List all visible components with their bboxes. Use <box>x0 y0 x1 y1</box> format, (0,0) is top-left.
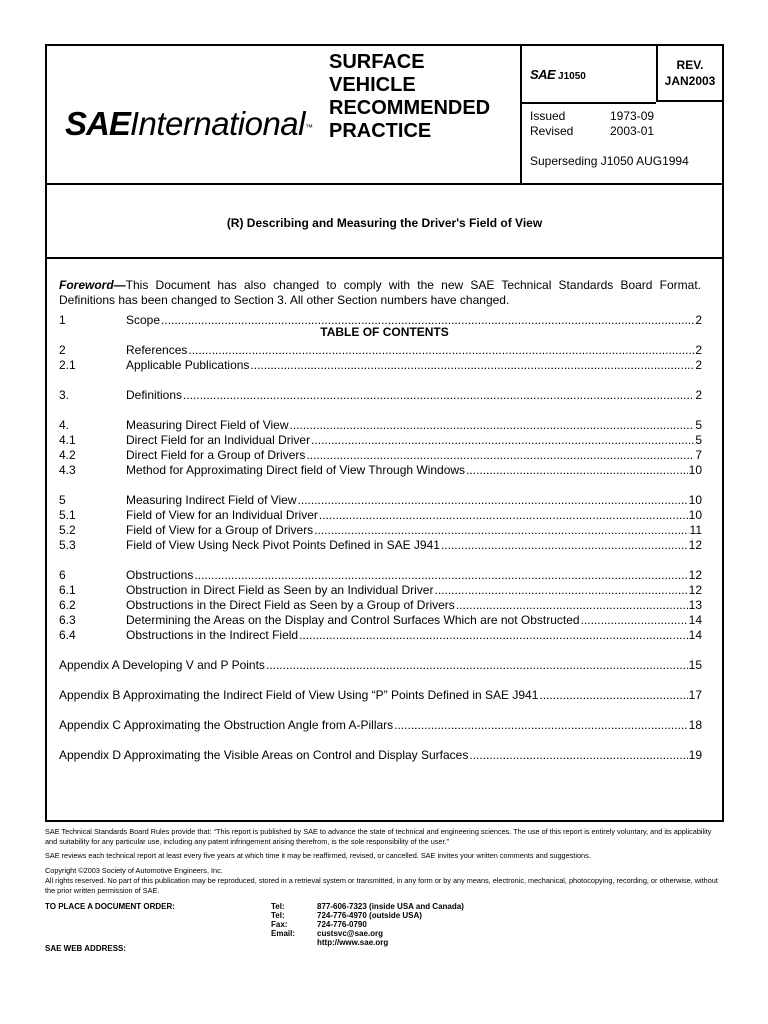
toc-title: Determining the Areas on the Display and Control Surfaces Which are not Obstructed <box>126 613 580 627</box>
toc-number: 2 <box>59 343 66 357</box>
toc-page-number: 11 <box>689 523 702 537</box>
fax-number: 724-776-0790 <box>317 920 367 929</box>
toc-title: Scope <box>126 313 161 327</box>
web-address-label: SAE WEB ADDRESS: <box>45 944 127 953</box>
toc-number: 5 <box>59 493 66 507</box>
toc-page-number: 10 <box>688 508 702 522</box>
toc-number: 4.1 <box>59 433 76 447</box>
email-link[interactable]: custsvc@sae.org <box>317 929 384 938</box>
toc-leader-dots <box>266 658 688 673</box>
toc-number: 6.2 <box>59 598 76 612</box>
toc-leader-dots <box>194 568 687 583</box>
toc-entry[interactable] <box>59 388 702 403</box>
practice-line: SURFACE <box>329 51 425 73</box>
toc-number: 5.3 <box>59 538 76 552</box>
toc-page-number: 17 <box>688 688 702 702</box>
toc-page-number: 2 <box>695 388 702 402</box>
toc-title: Appendix D Approximating the Visible Areas on Control and Display Surfaces <box>59 748 469 762</box>
toc-leader-dots <box>539 688 687 703</box>
toc-page-number: 5 <box>695 433 702 447</box>
toc-title: Method for Approximating Direct field of View Through Windows <box>126 463 466 477</box>
practice-line: RECOMMENDED <box>329 97 491 119</box>
web-link[interactable]: http://www.sae.org <box>317 938 389 947</box>
toc-title: Obstructions in the Indirect Field <box>126 628 299 642</box>
toc-appendix-entry[interactable] <box>59 658 702 673</box>
toc-entry[interactable] <box>59 568 702 583</box>
toc-page-number: 18 <box>688 718 702 732</box>
review-text: SAE reviews each technical report at least every five years at which time it may be reaffirmed, revised, or cancelled. SAE invites your written comments and suggestions. <box>45 851 591 860</box>
toc-number: 3. <box>59 388 70 402</box>
toc-leader-dots <box>306 448 694 463</box>
tsb-rules-text: SAE Technical Standards Board Rules provide that: “This report is published by SAE to advance the state of technical and engineering sciences. The use of this report is entirely voluntary, and its applicability and suitability for any particular use, including any patent infringement arising therefrom, is the sole responsibility of the user.” <box>45 827 712 846</box>
toc-title: Field of View Using Neck Pivot Points Defined in SAE J941 <box>126 538 440 552</box>
toc-title: Measuring Direct Field of View <box>126 418 289 432</box>
toc-leader-dots <box>456 598 688 613</box>
toc-entry[interactable] <box>59 523 702 538</box>
toc-entry[interactable] <box>59 448 702 463</box>
toc-leader-dots <box>434 583 687 598</box>
issued-label: Issued <box>530 109 566 123</box>
toc-leader-dots <box>581 613 688 628</box>
toc-page-number: 19 <box>688 748 702 762</box>
foreword <box>59 278 701 308</box>
toc-appendix-entry[interactable] <box>59 688 702 703</box>
toc-entry[interactable] <box>59 343 702 358</box>
toc-leader-dots <box>311 433 694 448</box>
toc-title: Applicable Publications <box>126 358 250 372</box>
phone-link[interactable]: 724-776-4970 (outside USA) <box>317 911 422 920</box>
toc-entry[interactable] <box>59 313 702 328</box>
header-block <box>47 46 722 185</box>
contact-key: Tel: <box>271 911 285 920</box>
toc-leader-dots <box>314 523 688 538</box>
toc-leader-dots <box>319 508 688 523</box>
toc-page-number: 12 <box>688 568 702 582</box>
toc-leader-dots <box>469 748 687 763</box>
toc-title: Direct Field for an Individual Driver <box>126 433 311 447</box>
toc-leader-dots <box>466 463 688 478</box>
toc-leader-dots <box>299 628 688 643</box>
toc-title: Measuring Indirect Field of View <box>126 493 297 507</box>
toc-page-number: 10 <box>688 493 702 507</box>
rev-date: JAN2003 <box>664 74 716 88</box>
toc-page-number: 12 <box>688 583 702 597</box>
copyright-text: Copyright ©2003 Society of Automotive Engineers, Inc. <box>45 866 223 875</box>
toc-number: 2.1 <box>59 358 76 372</box>
toc-number: 4.3 <box>59 463 76 477</box>
toc-entry[interactable] <box>59 493 702 508</box>
toc-entry[interactable] <box>59 508 702 523</box>
toc-number: 6.4 <box>59 628 76 642</box>
toc-page-number: 14 <box>688 613 702 627</box>
toc-number: 6 <box>59 568 66 582</box>
toc-number: 4. <box>59 418 70 432</box>
toc-leader-dots <box>161 313 694 328</box>
toc-page-number: 2 <box>695 358 702 372</box>
toc-number: 5.1 <box>59 508 76 522</box>
toc-title: Appendix B Approximating the Indirect Field of View Using “P” Points Defined in SAE J941 <box>59 688 539 702</box>
document-title: (R) Describing and Measuring the Driver's Field of View <box>226 216 543 230</box>
doc-number <box>530 67 586 82</box>
toc-number: 1 <box>59 313 66 327</box>
toc-entry[interactable] <box>59 358 702 373</box>
toc-leader-dots <box>290 418 695 433</box>
doc-number-text: J1050 <box>558 71 586 82</box>
toc-leader-dots <box>183 388 694 403</box>
toc-page-number: 12 <box>688 538 702 552</box>
contact-key: Tel: <box>271 902 285 911</box>
issued-value: 1973-09 <box>610 109 655 123</box>
toc-page-number: 14 <box>688 628 702 642</box>
toc-entry[interactable] <box>59 628 702 643</box>
toc-number: 6.1 <box>59 583 76 597</box>
superseding-note: Superseding J1050 AUG1994 <box>530 154 689 168</box>
toc-number: 4.2 <box>59 448 76 462</box>
logo-international-text: International <box>129 105 305 142</box>
toc-leader-dots <box>441 538 688 553</box>
toc-page-number: 15 <box>688 658 702 672</box>
foreword-label: Foreword— <box>59 278 126 292</box>
toc-number: 6.3 <box>59 613 76 627</box>
toc-page-number: 7 <box>695 448 702 462</box>
order-contacts <box>271 902 464 947</box>
practice-type <box>329 51 490 143</box>
foreword-text: This Document has also changed to comply with the new SAE Technical Standards Board Format. Definitions has been changed to Section 3. All other Section numbers have changed. <box>59 278 701 307</box>
toc-leader-dots <box>394 718 687 733</box>
revised-value: 2003-01 <box>610 124 655 138</box>
toc-title: Field of View for an Individual Driver <box>126 508 318 522</box>
rights-text: All rights reserved. No part of this publication may be reproduced, stored in a retrieval system or transmitted, in any form or by any means, electronic, mechanical, photocopying, recording, or otherwise, without the prior written permission of SAE. <box>45 876 718 895</box>
toc-leader-dots <box>250 358 694 373</box>
toc-page-number: 10 <box>688 463 702 477</box>
contact-key <box>271 938 317 947</box>
toc-title: Appendix A Developing V and P Points <box>59 658 265 672</box>
order-label: TO PLACE A DOCUMENT ORDER: <box>45 902 175 911</box>
toc-title: Obstructions in the Direct Field as Seen by a Group of Drivers <box>126 598 455 612</box>
toc-title: Field of View for a Group of Drivers <box>126 523 314 537</box>
doc-sae-logo: SAE <box>530 67 556 82</box>
toc-entry[interactable] <box>59 583 702 598</box>
toc-page-number: 2 <box>695 343 702 357</box>
sae-international-logo <box>65 104 313 144</box>
toc-leader-dots <box>188 343 694 358</box>
toc-entry[interactable] <box>59 433 702 448</box>
contact-key: Fax: <box>271 920 288 929</box>
rev-label: REV. <box>676 58 704 72</box>
contact-key: Email: <box>271 929 296 938</box>
toc-title: References <box>126 343 188 357</box>
revised-label: Revised <box>530 124 574 138</box>
toc-entry[interactable] <box>59 418 702 433</box>
toc-heading: TABLE OF CONTENTS <box>320 325 449 339</box>
toc-number: 5.2 <box>59 523 76 537</box>
toc-title: Obstructions <box>126 568 194 582</box>
toc-page-number: 13 <box>688 598 702 612</box>
issue-dates <box>530 109 654 139</box>
toc-appendix-entry[interactable] <box>59 718 702 733</box>
practice-line: PRACTICE <box>329 120 432 142</box>
toc-appendix-entry[interactable] <box>59 748 702 763</box>
logo-sae-text: SAE <box>65 105 130 142</box>
toc-page-number: 2 <box>695 313 702 327</box>
toc-leader-dots <box>298 493 688 508</box>
doc-number-box <box>522 46 656 104</box>
phone-link[interactable]: 877-606-7323 (inside USA and Canada) <box>317 902 464 911</box>
practice-line: VEHICLE <box>329 74 416 96</box>
toc-entry[interactable] <box>59 463 702 478</box>
toc-entry[interactable] <box>59 613 702 628</box>
title-area <box>47 183 722 259</box>
toc-title: Appendix C Approximating the Obstruction Angle from A-Pillars <box>59 718 394 732</box>
toc-entry[interactable] <box>59 598 702 613</box>
document-frame <box>45 44 724 822</box>
trademark-mark: ™ <box>305 123 313 132</box>
toc-title: Direct Field for a Group of Drivers <box>126 448 306 462</box>
toc-entry[interactable] <box>59 538 702 553</box>
revision-box <box>656 46 722 102</box>
toc-title: Definitions <box>126 388 183 402</box>
toc-title: Obstruction in Direct Field as Seen by an Individual Driver <box>126 583 434 597</box>
toc-page-number: 5 <box>695 418 702 432</box>
